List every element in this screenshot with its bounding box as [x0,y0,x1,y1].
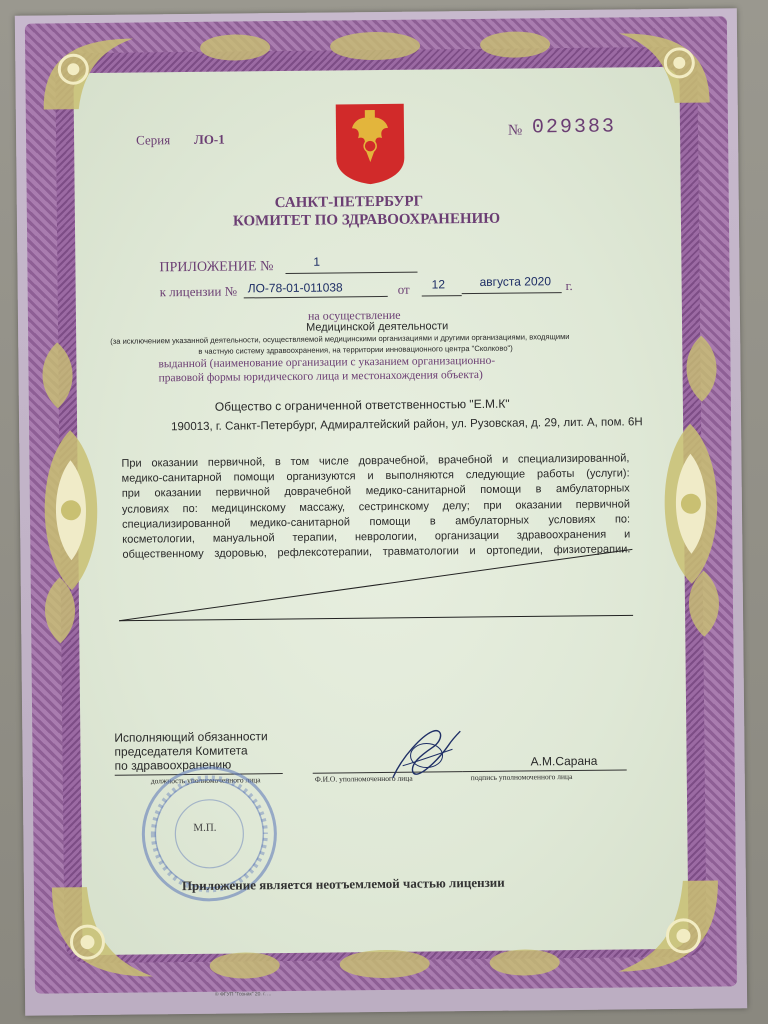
border-medallion-top-center [185,24,565,68]
corner-ornament-top-right [609,22,720,113]
issued-to-line-1: выданной (наименование организации с указанием организационно- [158,354,496,371]
date-day: 12 [431,277,446,292]
printer-imprint: © ФГУП "Гознак" 20. г. ... [215,991,272,998]
corner-ornament-bottom-right [608,870,729,981]
services-line: косметологии, мануальной терапии, неврологии, организации здравоохранения и [122,528,631,546]
side-medallion-right [645,418,737,589]
activity-note-2: в частную систему здравоохранения, на территории инновационного центра "Сколково") [198,343,513,356]
blank-space-strikeout [116,547,637,622]
appendix-label: ПРИЛОЖЕНИЕ № [159,259,274,276]
activity-label: на осуществление [307,307,401,323]
signer-position-line-2: председателя Комитета [114,743,248,759]
services-line: специализированной медико-санитарной помощи в амбулаторных условиях по: [122,513,631,531]
signer-position-line-3: по здравоохранению [114,757,232,773]
services-line: общественному здоровью, рефлексотерапии, травматологии и ортопедии, физиотерапии. [122,543,631,561]
activity-note-1: (за исключением указанной деятельности, осуществляемой медицинскими организациями и другими организациями, входящими [110,332,570,346]
coat-of-arms-emblem [334,102,407,187]
number-label: № [507,122,523,139]
signer-position-line-1: Исполняющий обязанности [114,729,268,745]
activity-type: Медицинской деятельности [306,320,449,334]
side-ornament-left-lower [35,575,86,646]
series-label: Серия [136,132,171,148]
footer-statement: Приложение является неотъемлемой частью лицензии [181,874,505,894]
side-ornament-right-upper [676,333,727,404]
handwritten-signature [382,725,463,786]
services-line: условиях по: медицинскому массажу, сестринскому делу; при оказании первичной [121,498,630,516]
license-sheet [15,8,747,1016]
organization-address: 190013, г. Санкт-Петербург, Адмиралтейский район, ул. Рузовская, д. 29, лит. А, пом. 6Н [171,416,643,434]
organization-name: Общество с ограниченной ответственностью "Е.М.К" [214,396,510,414]
side-ornament-left-upper [32,340,83,411]
side-ornament-right-lower [679,568,730,639]
committee-heading: КОМИТЕТ ПО ЗДРАВООХРАНЕНИЮ [232,210,501,230]
license-ref-number: ЛО-78-01-011038 [247,280,343,296]
license-ref-label: к лицензии № [159,283,238,300]
caption-signature: подпись уполномоченного лица [470,772,573,783]
services-line: медико-санитарной помощи организуются и выполняются следующие работы (услуги): [121,467,630,485]
caption-name: Ф.И.О. уполномоченного лица [314,773,413,784]
date-month-year: августа 2020 [479,274,552,289]
signer-name: А.М.Сарана [530,753,598,769]
corner-ornament-top-left [33,28,144,119]
caption-position: должность уполномоченного лица [150,775,261,786]
stamp-place-label: М.П. [193,821,217,834]
services-block [121,451,630,563]
services-line: При оказании первичной, в том числе доврачебной, врачебной и специализированной, [121,452,630,470]
series-value: ЛО-1 [194,131,225,147]
date-from-label: от [397,281,410,297]
border-medallion-bottom [195,942,575,986]
appendix-number: 1 [313,254,321,269]
license-number: 029383 [531,115,617,140]
city-heading: САНКТ-ПЕТЕРБУРГ [274,193,424,212]
issued-to-line-2: правовой формы юридического лица и местонахождения объекта) [158,368,483,385]
side-medallion-left [25,425,117,596]
date-suffix: г. [565,277,573,294]
services-line: при оказании первичной доврачебной медико-санитарной помощи в амбулаторных [121,482,630,501]
